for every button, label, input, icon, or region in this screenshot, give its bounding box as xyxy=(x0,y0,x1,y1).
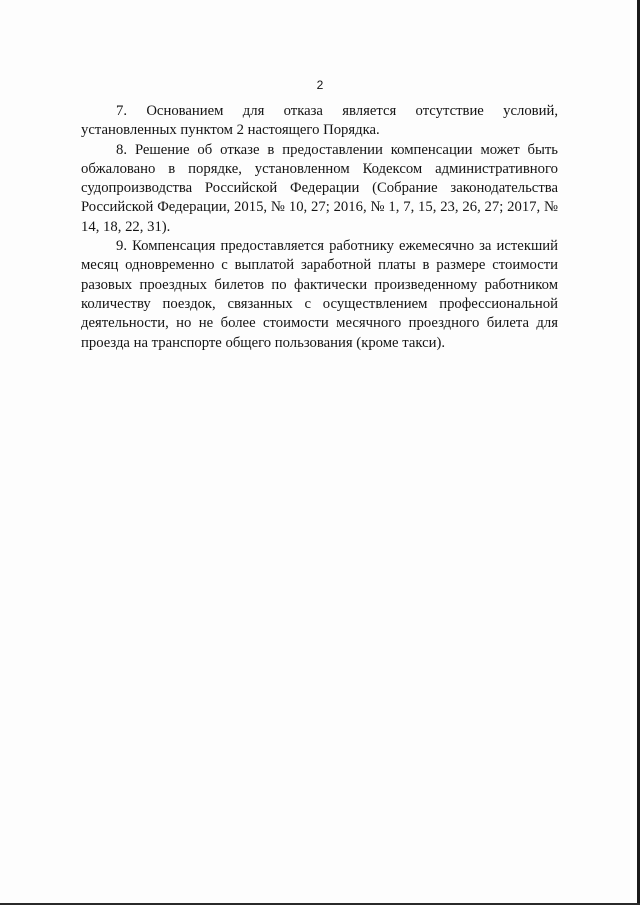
page-number: 2 xyxy=(316,78,324,92)
paragraph-9: 9. Компенсация предоставляется работнику ежемесячно за истекший месяц одновременно с выплатой заработной платы в размере стоимости разовых проездных билетов по фактически произведенному работником количеству поездок, связанных с осуществлением профессиональной деятельности, но не более стоимости месячного проездного билета для проезда на транспорте общего пользования (кроме такси). xyxy=(81,238,558,351)
document-body xyxy=(81,102,558,353)
paragraph-7: 7. Основанием для отказа является отсутствие условий, установленных пунктом 2 настоящего Порядка. xyxy=(81,103,558,139)
paragraph-8: 8. Решение об отказе в предоставлении компенсации может быть обжаловано в порядке, установленном Кодексом административного судопроизводства Российской Федерации (Собрание законодательства Российской Федерации, 2015, № 10, 27; 2016, № 1, 7, 15, 23, 26, 27; 2017, № 14, 18, 22, 31). xyxy=(81,141,558,235)
